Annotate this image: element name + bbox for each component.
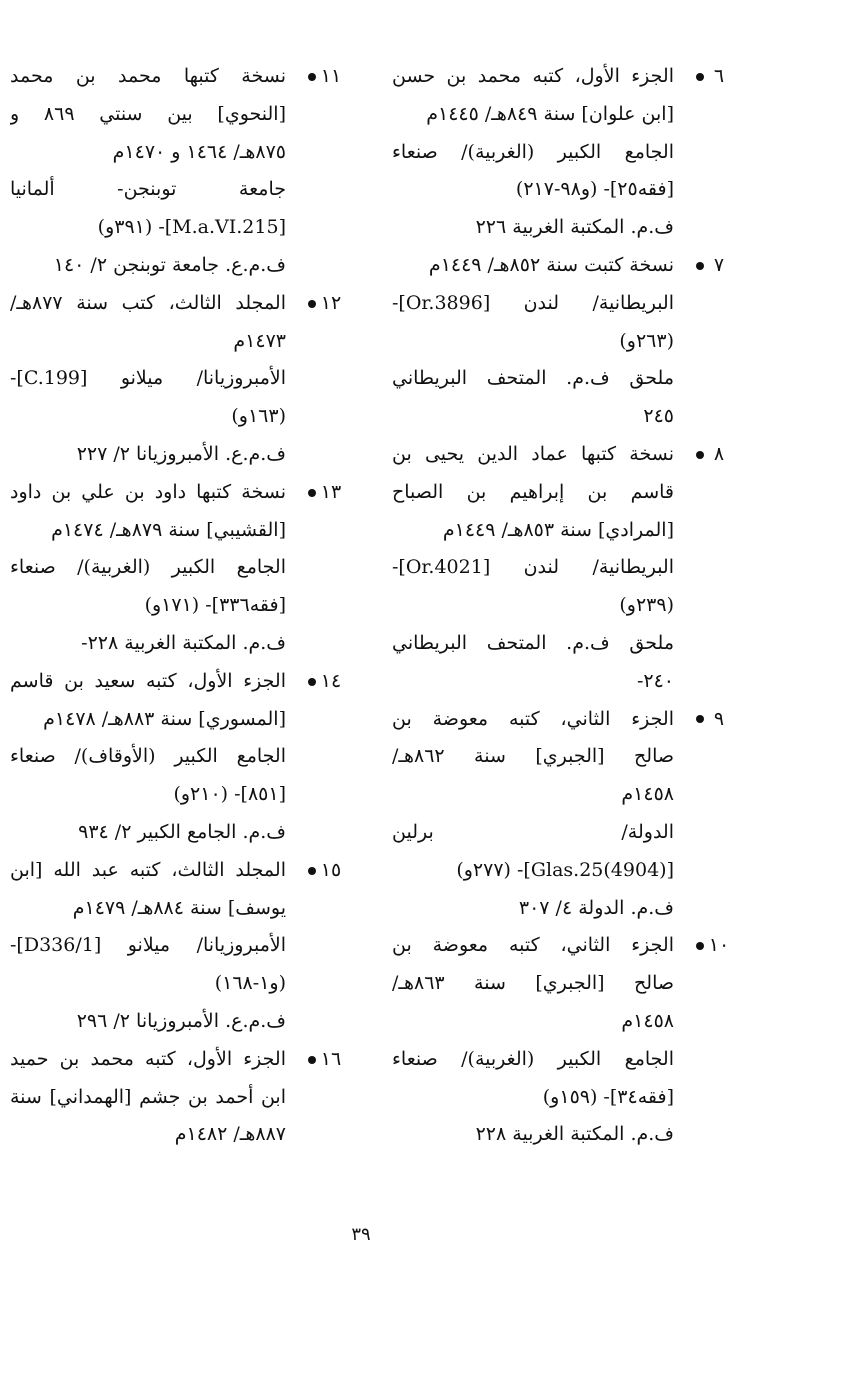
entry-marker: [286, 285, 342, 323]
entry-number: ٧: [713, 253, 725, 276]
entry-line: [فقه٢٥]- (و٩٨-٢١٧): [515, 178, 674, 201]
entry-line: [المسوري] سنة ٨٨٣هـ/ ١٤٧٨م: [43, 707, 286, 730]
entry-line: الجامع الكبير (الغربية)/ صنعاء: [392, 1047, 674, 1070]
entry-number: ١٠: [708, 934, 730, 957]
entry-line: (١٦٣و): [231, 405, 286, 428]
entry-number: ١٣: [320, 480, 342, 503]
entry-line: الجامع الكبير (الأوقاف)/ صنعاء: [10, 745, 286, 768]
entry-line: ف.م. الجامع الكبير ٢/ ٩٣٤: [78, 820, 286, 843]
entry-line: الجزء الأول، كتبه سعيد بن قاسم: [10, 669, 286, 692]
manuscript-entry: [10, 852, 342, 1041]
entry-line: الجزء الأول، كتبه محمد بن حميد: [10, 1047, 286, 1070]
right-column: [392, 58, 730, 1154]
bullet-icon: [308, 678, 316, 686]
bullet-icon: [696, 715, 704, 723]
bullet-icon: [308, 867, 316, 875]
entry-line: ملحق ف.م. المتحف البريطاني: [392, 367, 674, 390]
entry-line: صالح [الجبري] سنة ٨٦٣هـ/: [392, 972, 674, 995]
entry-line: نسخة كتبها داود بن علي بن داود: [10, 480, 286, 503]
manuscript-entry: [10, 58, 342, 285]
entry-line: (٢٦٣و): [619, 329, 674, 352]
bullet-icon: [308, 1056, 316, 1064]
entry-line: [المرادي] سنة ٨٥٣هـ/ ١٤٤٩م: [442, 518, 674, 541]
entry-line: ف.م.ع. جامعة توبنجن ٢/ ١٤٠: [53, 253, 286, 276]
manuscript-entry: [392, 58, 730, 247]
entry-line: ف.م. المكتبة الغربية ٢٢٨: [475, 1123, 674, 1146]
entry-line: المجلد الثالث، كتبه عبد الله [ابن: [10, 858, 286, 881]
entry-marker: [286, 852, 342, 890]
entry-line: الجزء الثاني، كتبه معوضة بن: [392, 707, 674, 730]
entry-line: الدولة/ برلين: [392, 820, 674, 843]
entry-line: جامعة توبنجن- ألمانيا: [10, 178, 286, 201]
entry-line: [M.a.VI.215]- (٣٩١و): [97, 216, 286, 239]
bullet-icon: [696, 451, 704, 459]
entry-marker: [674, 247, 730, 285]
entry-line: الجزء الأول، كتبه محمد بن حسن: [392, 65, 674, 87]
left-column: [10, 58, 342, 1154]
entry-marker: [286, 474, 342, 512]
entry-line: [ابن علوان] سنة ٨٤٩هـ/ ١٤٤٥م: [426, 102, 674, 125]
entry-line: ف.م.ع. الأمبروزيانا ٢/ ٢٩٦: [76, 1009, 286, 1032]
entry-line: الجزء الثاني، كتبه معوضة بن: [392, 934, 674, 957]
entry-line: [النحوي] بين سنتي ٨٦٩ و: [10, 102, 286, 125]
entry-line: نسخة كتبها عماد الدين يحيى بن: [392, 442, 674, 465]
manuscript-entry: [392, 436, 730, 701]
entry-line: نسخة كتبت سنة ٨٥٢هـ/ ١٤٤٩م: [428, 253, 674, 276]
bullet-icon: [696, 262, 704, 270]
bullet-icon: [696, 73, 704, 81]
entry-number: ١٢: [320, 291, 342, 314]
entry-number: ٨: [713, 442, 725, 465]
entry-line: [فقه٣٤]- (١٥٩و): [542, 1085, 674, 1108]
entry-line: [القشيبي] سنة ٨٧٩هـ/ ١٤٧٤م: [51, 518, 286, 541]
entry-line: البريطانية/ لندن [Or.3896]-: [392, 291, 674, 314]
entry-line: ١٤٧٣م: [233, 329, 286, 352]
bullet-icon: [308, 489, 316, 497]
manuscript-entry: [10, 663, 342, 852]
entry-marker: [674, 701, 730, 739]
entry-marker: [674, 58, 730, 96]
entry-number: ٩: [713, 707, 725, 730]
entry-line: صالح [الجبري] سنة ٨٦٢هـ/: [392, 745, 674, 768]
entry-marker: [674, 927, 730, 965]
entry-line: المجلد الثالث، كتب سنة ٨٧٧هـ/: [10, 291, 286, 314]
manuscript-entry: [392, 701, 730, 928]
manuscript-entry: [10, 285, 342, 474]
entry-line: ١٤٥٨م: [621, 783, 674, 806]
entry-marker: [286, 663, 342, 701]
entry-line: (و١-١٦٨): [214, 972, 286, 995]
page-number: ٣٩: [351, 1224, 371, 1245]
bullet-icon: [308, 73, 316, 81]
entry-marker: [286, 1041, 342, 1079]
manuscript-entry: [392, 247, 730, 436]
entry-line: ٨٧٥هـ/ ١٤٦٤ و ١٤٧٠م: [112, 140, 286, 163]
entry-line: الأمبروزيانا/ ميلانو [D336/1]-: [10, 934, 286, 957]
bullet-icon: [696, 942, 704, 950]
entry-line: [٨٥١]- (٢١٠و): [173, 783, 286, 806]
entry-line: (٢٣٩و): [619, 594, 674, 617]
entry-number: ١٦: [320, 1047, 342, 1070]
entry-line: الأمبروزيانا/ ميلانو [C.199]-: [10, 367, 286, 390]
manuscript-entry: [10, 474, 342, 663]
entry-marker: [674, 436, 730, 474]
entry-line: ف.م. المكتبة الغربية ٢٢٦: [475, 216, 674, 239]
entry-number: ٦: [713, 65, 725, 87]
entry-marker: [286, 58, 342, 96]
entry-line: ٨٨٧هـ/ ١٤٨٢م: [174, 1123, 286, 1146]
entry-line: الجامع الكبير (الغربية)/ صنعاء: [392, 140, 674, 163]
entry-line: البريطانية/ لندن [Or.4021]-: [392, 556, 674, 579]
entry-line: الجامع الكبير (الغربية)/ صنعاء: [10, 556, 286, 579]
entry-line: [فقه٣٣٦]- (١٧١و): [144, 594, 286, 617]
entry-line: ملحق ف.م. المتحف البريطاني: [392, 631, 674, 654]
bullet-icon: [308, 300, 316, 308]
entry-number: ١٤: [320, 669, 342, 692]
entry-line: ف.م.ع. الأمبروزيانا ٢/ ٢٢٧: [76, 442, 286, 465]
entry-line: ٢٤٠-: [636, 669, 674, 692]
entry-number: ١٥: [320, 858, 342, 881]
entry-line: قاسم بن إبراهيم بن الصباح: [392, 480, 674, 503]
entry-line: ١٤٥٨م: [621, 1009, 674, 1032]
entry-line: [Glas.25(4904)]- (٢٧٧و): [456, 858, 674, 881]
entry-line: نسخة كتبها محمد بن محمد: [10, 65, 286, 87]
manuscript-entry: [392, 927, 730, 1154]
manuscript-entry: [10, 1041, 342, 1154]
entry-number: ١١: [320, 65, 342, 87]
entry-line: ابن أحمد بن جشم [الهمداني] سنة: [10, 1085, 286, 1108]
entry-line: يوسف] سنة ٨٨٤هـ/ ١٤٧٩م: [72, 896, 286, 919]
entry-line: ٢٤٥: [643, 405, 674, 428]
entry-line: ف.م. المكتبة الغربية ٢٢٨-: [81, 631, 286, 654]
entry-line: ف.م. الدولة ٤/ ٣٠٧: [518, 896, 674, 919]
